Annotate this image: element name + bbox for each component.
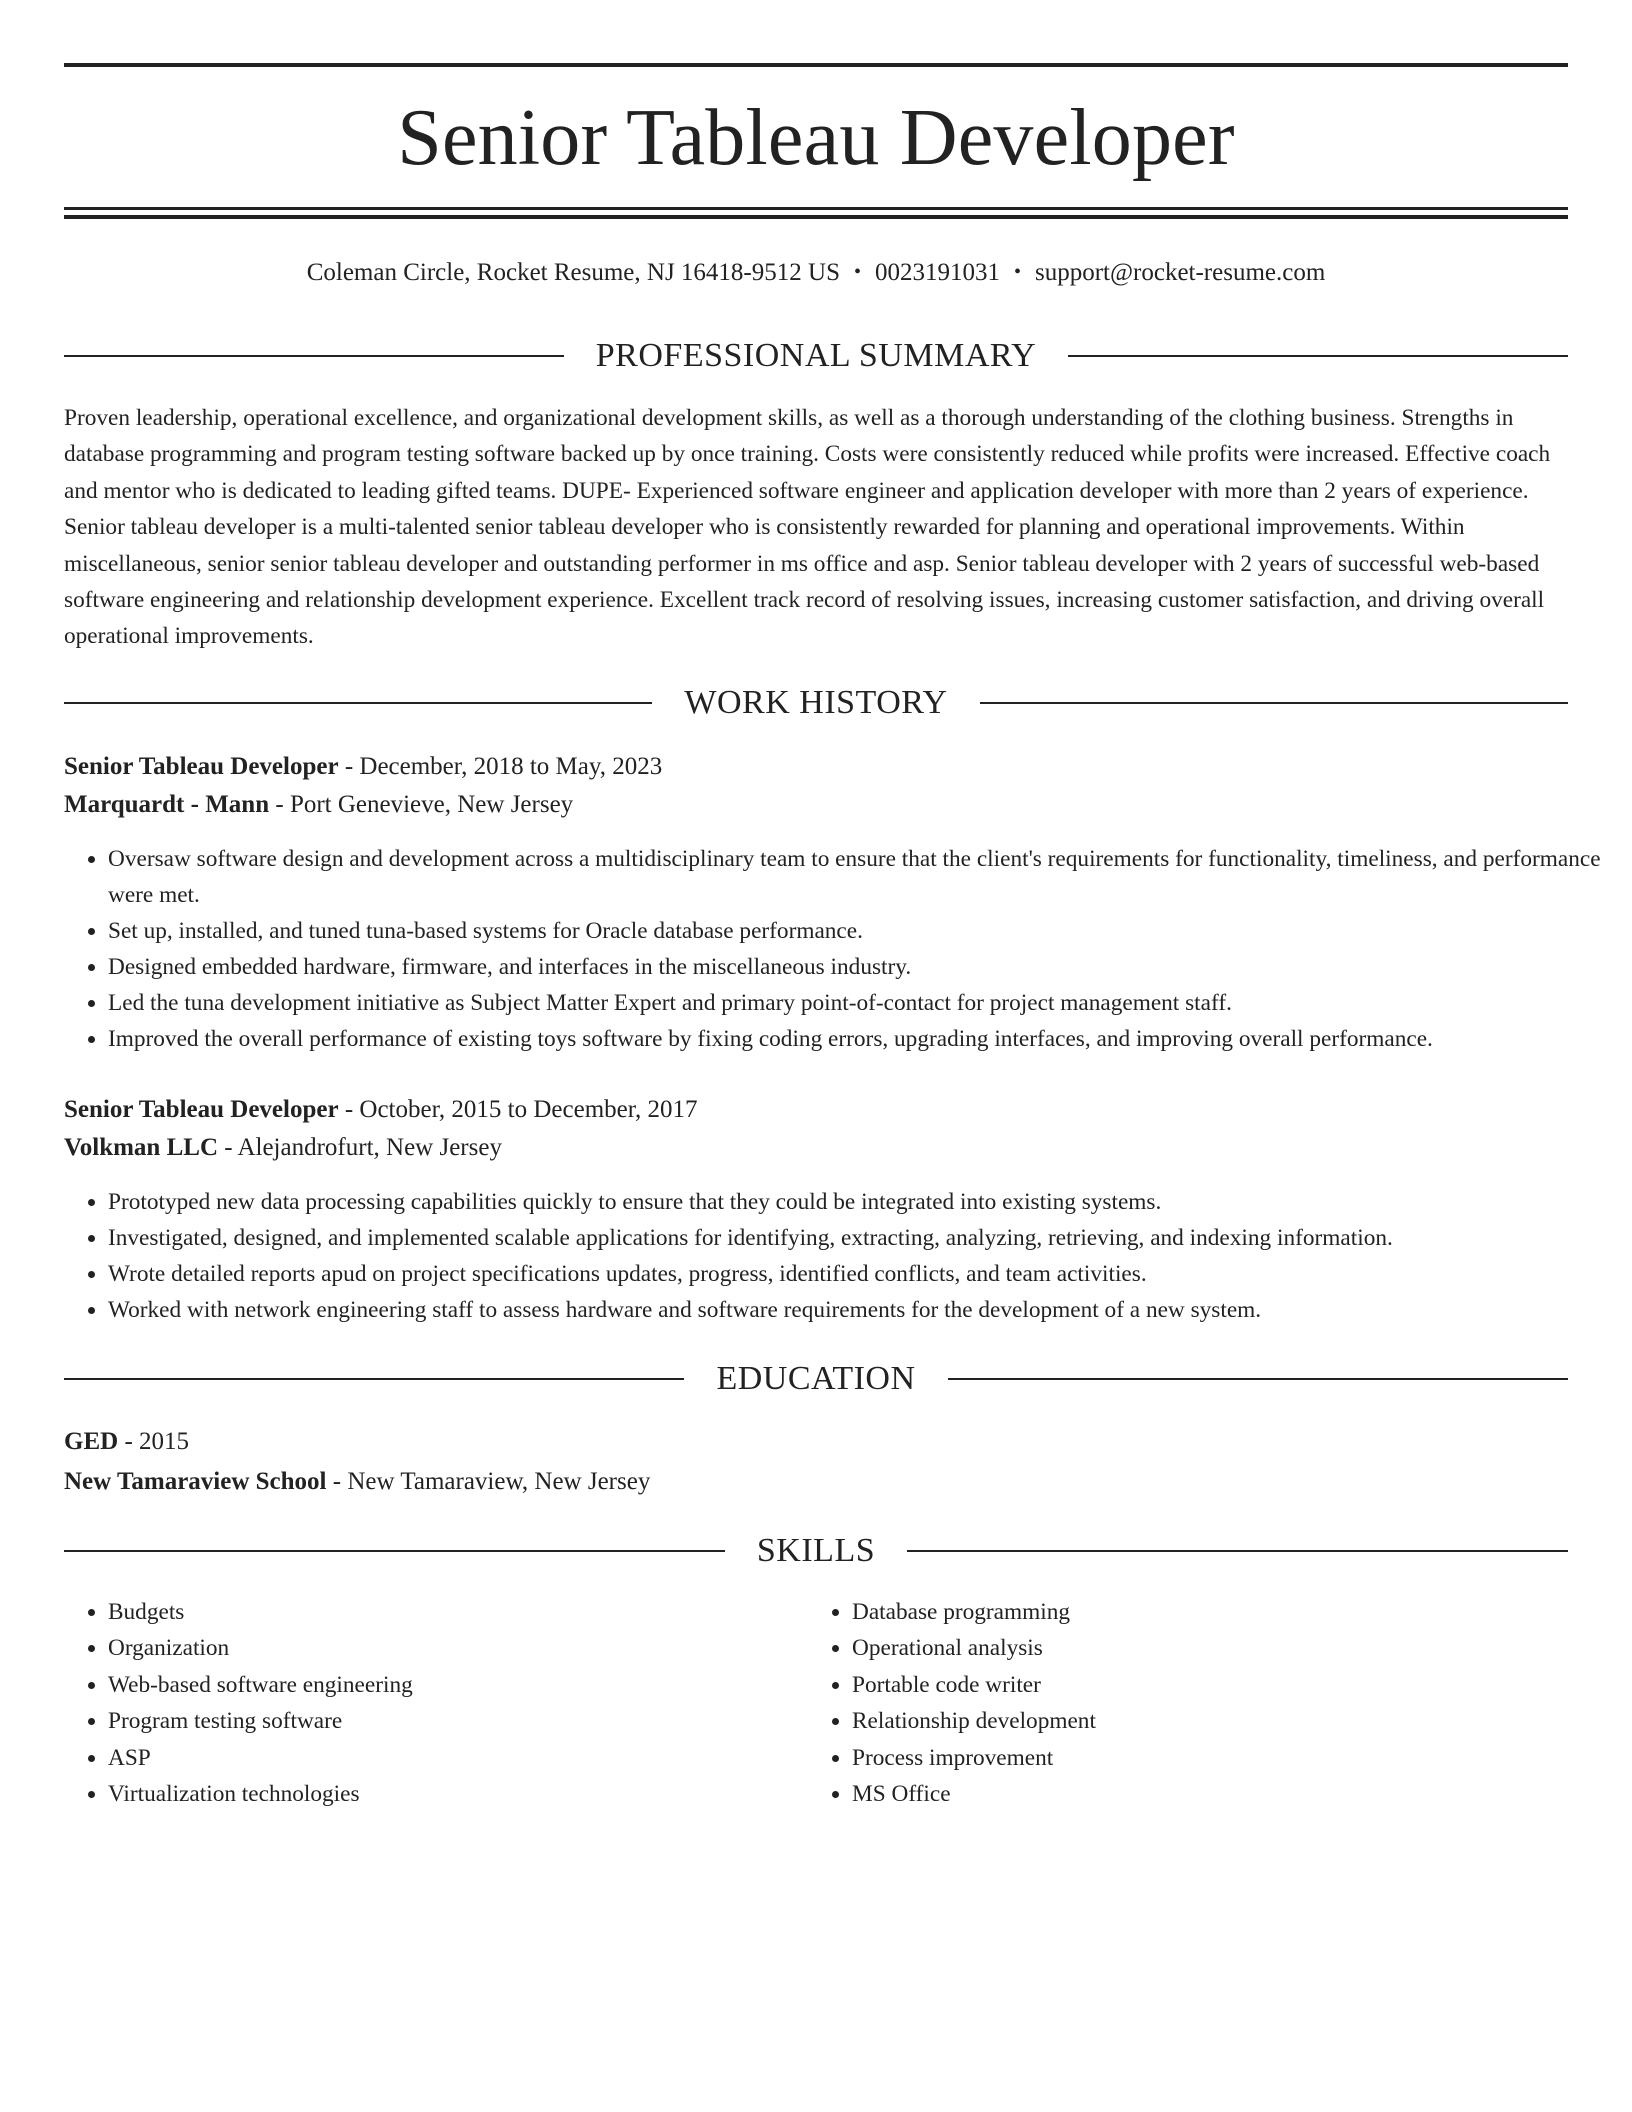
heading-label: PROFESSIONAL SUMMARY — [595, 337, 1037, 374]
job-bullet: • Investigated, designed, and implemented scalable applications for identifying, extracting, analyzing, retrieving, and indexing information. — [108, 1220, 1612, 1256]
job-bullet: • Oversaw software design and development across a multidisciplinary team to ensure that the client's requirements for functionality, timeliness, and performance were met. — [108, 841, 1612, 913]
section-heading-work-history — [64, 681, 1568, 725]
job-location: Port Genevieve, New Jersey — [289, 791, 574, 818]
heading-rule — [64, 702, 652, 704]
contact-address: Coleman Circle, Rocket Resume, NJ 16418-9512 US — [306, 259, 840, 286]
education-year: 2015 — [139, 1428, 190, 1455]
skill-item: • Budgets — [108, 1594, 806, 1630]
skill-item: • Process improvement — [852, 1740, 1550, 1776]
job-bullet: • Set up, installed, and tuned tuna-based systems for Oracle database performance. — [108, 913, 1612, 949]
job-company-line: Volkman LLC - Alejandrofurt, New Jersey — [64, 1134, 502, 1161]
skill-item: • Relationship development — [852, 1703, 1550, 1739]
heading-rule — [980, 702, 1568, 704]
heading-rule — [64, 1550, 725, 1552]
heading-rule — [64, 355, 564, 357]
skill-item: • MS Office — [852, 1776, 1550, 1812]
section-heading-education — [64, 1357, 1568, 1401]
skill-item: • Portable code writer — [852, 1667, 1550, 1703]
heading-label: WORK HISTORY — [684, 684, 948, 721]
job-title: Senior Tableau Developer — [64, 753, 339, 780]
summary-text: Proven leadership, operational excellence, and organizational development skills, as well as a thorough understanding of the clothing business. Strengths in database programming and program testing software backed up by once training. Costs were consistently reduced while profits were increased. Effective coach and mentor who is dedicated to leading gifted teams. DUPE- Experienced software engineer and application developer with more than 2 years of experience. Senior tableau developer is a multi-talented senior tableau developer who is consistently rewarded for planning and operational improvements. Within miscellaneous, senior senior tableau developer and outstanding performer in ms office and asp. Senior tableau developer with 2 years of successful web-based software engineering and relationship development experience. Excellent track record of resolving issues, increasing customer satisfaction, and driving overall operational improvements. — [64, 405, 1551, 650]
job-company: Volkman LLC — [64, 1134, 218, 1161]
heading-rule — [64, 1378, 684, 1380]
job-bullet: • Improved the overall performance of existing toys software by fixing coding errors, upgrading interfaces, and improving overall performance. — [108, 1021, 1612, 1057]
skill-item: • Operational analysis — [852, 1630, 1550, 1666]
job-company: Marquardt - Mann — [64, 791, 270, 818]
job-bullet: • Designed embedded hardware, firmware, and interfaces in the miscellaneous industry. — [108, 949, 1612, 985]
heading-label: EDUCATION — [716, 1360, 916, 1397]
job-dates: December, 2018 to May, 2023 — [359, 753, 663, 780]
job-bullet-list — [64, 1184, 1612, 1328]
job-bullet: • Wrote detailed reports apud on project specifications updates, progress, identified conflicts, and team activities. — [108, 1256, 1612, 1292]
job-dates: October, 2015 to December, 2017 — [359, 1096, 698, 1123]
top-divider — [64, 63, 1568, 67]
education-school-line: New Tamaraview School - New Tamaraview, New Jersey — [64, 1468, 651, 1495]
skill-item: • ASP — [108, 1740, 806, 1776]
skills-list-left — [64, 1594, 806, 1812]
heading-rule — [1068, 355, 1568, 357]
heading-rule — [907, 1550, 1568, 1552]
section-heading-summary — [64, 334, 1568, 378]
job-bullet: • Worked with network engineering staff to assess hardware and software requirements for the development of a new system. — [108, 1292, 1612, 1328]
skill-item: • Virtualization technologies — [108, 1776, 806, 1812]
contact-email: support@rocket-resume.com — [1035, 259, 1326, 286]
title-divider-lower — [64, 215, 1568, 219]
job-bullet: • Led the tuna development initiative as Subject Matter Expert and primary point-of-contact for project management staff. — [108, 985, 1612, 1021]
contact-line — [64, 254, 1568, 291]
skill-item: • Program testing software — [108, 1703, 806, 1739]
job-company-line: Marquardt - Mann - Port Genevieve, New Jersey — [64, 791, 574, 818]
title-divider-upper — [64, 207, 1568, 210]
contact-separator: • — [853, 261, 861, 283]
job-title-line: Senior Tableau Developer - October, 2015 to December, 2017 — [64, 1096, 698, 1123]
skills-list-right — [806, 1594, 1550, 1812]
job-title: Senior Tableau Developer — [64, 1096, 339, 1123]
contact-phone: 0023191031 — [874, 259, 1000, 286]
skill-item: • Database programming — [852, 1594, 1550, 1630]
job-bullet: • Prototyped new data processing capabilities quickly to ensure that they could be integrated into existing systems. — [108, 1184, 1612, 1220]
job-location: Alejandrofurt, New Jersey — [237, 1134, 502, 1161]
education-degree-line: GED - 2015 — [64, 1428, 190, 1455]
skill-item: • Organization — [108, 1630, 806, 1666]
skill-item: • Web-based software engineering — [108, 1667, 806, 1703]
education-location: New Tamaraview, New Jersey — [347, 1468, 651, 1495]
heading-rule — [948, 1378, 1568, 1380]
job-title-line: Senior Tableau Developer - December, 2018 to May, 2023 — [64, 753, 663, 780]
resume-title: Senior Tableau Developer — [397, 94, 1235, 182]
education-degree: GED — [64, 1428, 119, 1455]
contact-separator: • — [1013, 261, 1021, 283]
section-heading-skills — [64, 1529, 1568, 1573]
education-school: New Tamaraview School — [64, 1468, 327, 1495]
job-bullet-list — [64, 841, 1612, 1057]
heading-label: SKILLS — [756, 1532, 876, 1569]
skills-columns — [64, 1594, 1568, 1812]
